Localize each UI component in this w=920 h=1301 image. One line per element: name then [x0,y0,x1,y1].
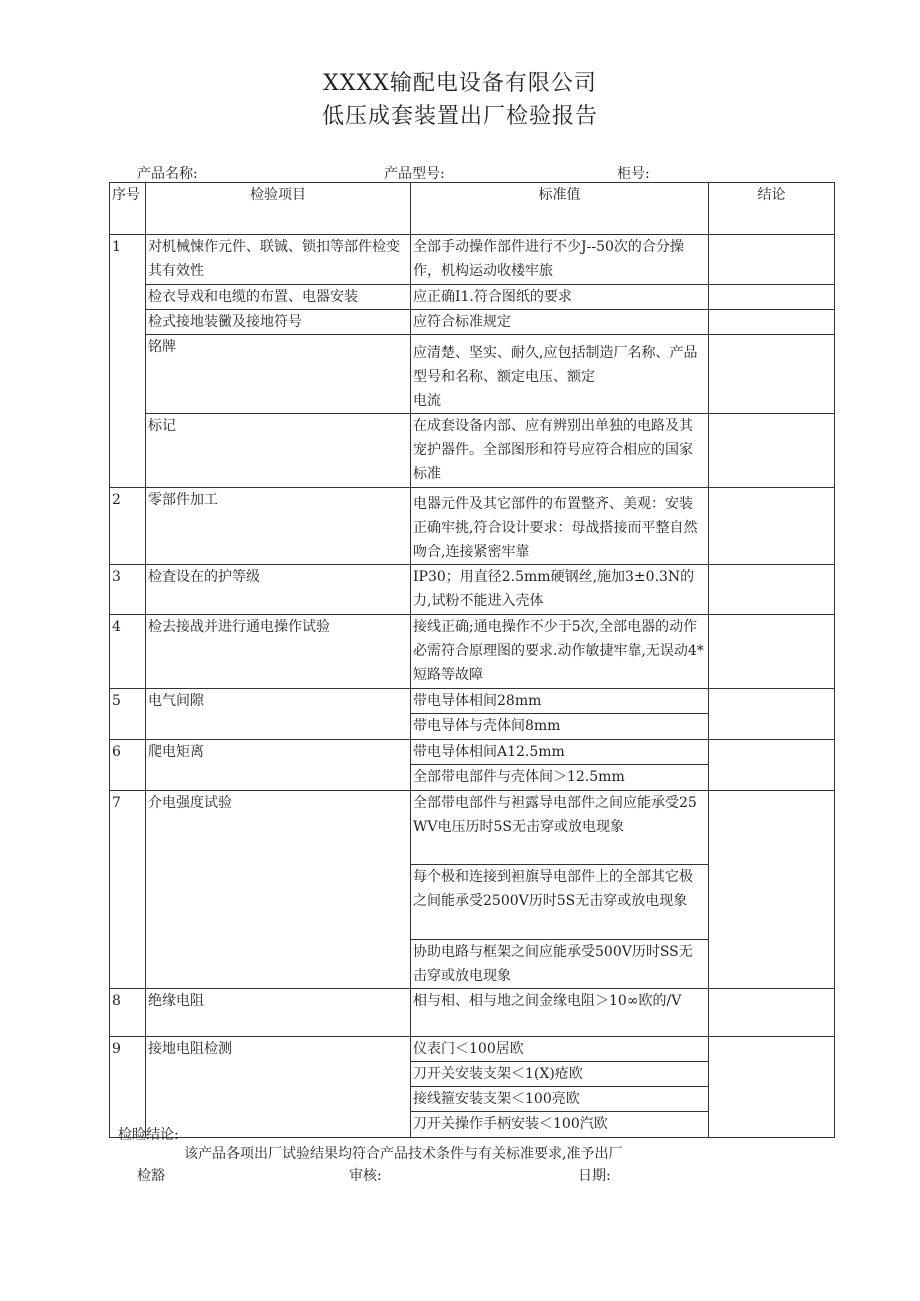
table-header-row [110,183,835,235]
row-item: 零部件加工 [146,488,411,565]
row-no: 4 [110,615,146,689]
row-no: 5 [110,689,146,740]
row-standard [411,335,709,414]
product-model-label: 产品型号: [384,166,445,182]
row-standard-text: 电器元件及其它部件的布置整齐、美观：安装正确牢挑,符合设计要求：母战搭接而平整自然吻合,连接紧密牢靠 [413,496,698,560]
row-conclusion[interactable] [709,791,835,989]
date-label: 日期: [578,1168,611,1184]
row-standard: 全部手动操作部件进行不少J--50次的合分操作，机构运动收楼牢旅 [411,235,709,285]
row-no: 6 [110,740,146,791]
row-conclusion[interactable] [709,615,835,689]
row-standard-main: 应清楚、坚实、耐久,应包括制造厂名称、产品型号和名称、额定电压、额定 [413,345,698,385]
row-conclusion[interactable] [709,335,835,414]
row-no: 2 [110,488,146,565]
table-row [110,285,835,310]
row-item: 检去接战并进行通电操作试验 [146,615,411,689]
header-standard: 标准值 [411,183,709,235]
conclusion-label: 检睑结论: [118,1127,179,1143]
table-row [110,740,835,765]
row-standard: 接线箍安装支架＜100亮欧 [411,1087,709,1112]
row-standard: 带电导体与壳体间8mm [411,714,709,740]
row-standard: 带电导体相间A12.5mm [411,740,709,765]
row-standard: 仪表门＜100居欧 [411,1037,709,1062]
row-standard: 相与相、相与地之间金缘电阻＞10∞欧的/V [411,989,709,1037]
table-row [110,414,835,488]
row-item: 爬电矩离 [146,740,411,791]
table-row [110,689,835,714]
company-name: XXXX输配电设备有限公司 [323,71,597,96]
row-standard: 刀开关安装支架＜1(X)疮欧 [411,1062,709,1087]
conclusion-text: 该产品各项出厂试验结果均符合产品技术条件与有关标准要求,准予出厂 [184,1146,623,1162]
row-no: 9 [110,1037,146,1138]
row-item: 接地电阻检测 [146,1037,411,1138]
table-row [110,989,835,1037]
row-item: 铭牌 [146,335,411,414]
row-standard: 全部带电部件与袒露导电部件之间应能承受25WV电压历时5S无击穿或放电现象 [411,791,709,865]
row-conclusion[interactable] [709,285,835,310]
row-no: 3 [110,565,146,615]
row-item: 介电强度试验 [146,791,411,989]
row-conclusion[interactable] [709,414,835,488]
row-standard: 应符合标准规定 [411,310,709,335]
inspector-label: 检豁 [137,1168,165,1184]
header-item: 检验项目 [146,183,411,235]
row-item: 检衣导戏和电缆的布置、电器安装 [146,285,411,310]
row-conclusion[interactable] [709,1037,835,1138]
header-conclusion: 结论 [709,183,835,235]
row-item: 对机械悚作元件、联铖、锁扣等部件检变其有效性 [146,235,411,285]
row-standard: 应正确I1.符合图纸的要求 [411,285,709,310]
row-standard: 接线正确;通电操作不少于5次,全部电器的动作必需符合原理图的要求.动作敏捷牢靠,无误动4*短路等故障 [411,615,709,689]
table-row [110,1037,835,1062]
row-standard: 在成套设备内部、应有辨别出单独的电路及其宠护器件。全部图形和符号应符合相应的国家标准 [411,414,709,488]
table-row [110,310,835,335]
header-no: 序号 [110,183,146,235]
row-standard: 全部带电部件与壳体间＞12.5mm [411,765,709,791]
row-conclusion[interactable] [709,488,835,565]
row-conclusion[interactable] [709,565,835,615]
table-row [110,335,835,414]
table-row [110,791,835,865]
row-standard: IP30；用直径2.5mm硬钢丝,施加3±0.3N的力,试粉不能进入壳体 [411,565,709,615]
row-conclusion[interactable] [709,310,835,335]
row-item: 标记 [146,414,411,488]
row-standard [411,488,709,565]
row-no: 7 [110,791,146,989]
row-standard: 每个极和连接到袒旗导电部件上的全部其它极之间能承受2500V历时5S无击穿或放电现象 [411,865,709,940]
row-conclusion[interactable] [709,689,835,740]
table-row [110,235,835,285]
table-row [110,615,835,689]
table-row [110,488,835,565]
row-item: 检式接地装黴及接地符号 [146,310,411,335]
row-item: 电气间隙 [146,689,411,740]
row-no: 8 [110,989,146,1037]
reviewer-label: 审核: [349,1168,382,1184]
cabinet-no-label: 柜号: [617,166,650,182]
row-conclusion[interactable] [709,235,835,285]
row-standard: 刀开关操作手柄安装＜100汽欧 [411,1112,709,1138]
row-item: 绝缘电阻 [146,989,411,1037]
row-standard: 带电导体相间28mm [411,689,709,714]
row-conclusion[interactable] [709,989,835,1037]
row-standard: 协助电路与框架之间应能承受500V历时SS无击穿或放电现象 [411,940,709,989]
row-conclusion[interactable] [709,740,835,791]
product-name-label: 产品名称: [137,166,198,182]
inspection-table [109,182,835,1138]
report-title: 低压成套装置出厂检验报告 [321,104,598,129]
row-item: 检査设在的护等级 [146,565,411,615]
row-standard-extra: 电流 [413,393,441,409]
table-row [110,565,835,615]
row-no: 1 [110,235,146,488]
